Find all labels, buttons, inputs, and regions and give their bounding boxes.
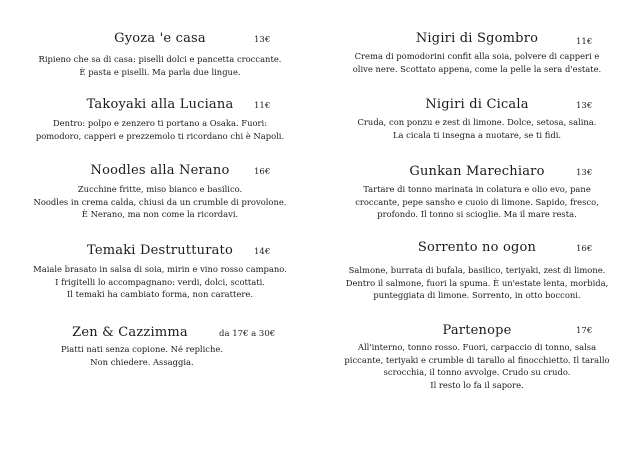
dish-price: 13€ bbox=[254, 35, 271, 45]
dish-name: Zen & Cazzimma bbox=[72, 325, 188, 340]
description-line: La cicala ti insegna a nuotare, se ti fidi. bbox=[392, 129, 562, 140]
description-line: croccante, pepe sansho e cuoio di limone. Sapido, fresco, bbox=[355, 196, 599, 207]
description-line: pomodoro, capperi e prezzemolo ti ricordano chi è Napoli. bbox=[35, 130, 285, 141]
dish-description bbox=[0, 343, 302, 368]
description-line: Noodles in crema calda, chiusi da un crumble di provolone. bbox=[33, 196, 287, 207]
dish-price: 13€ bbox=[576, 101, 593, 111]
description-line: All'interno, tonno rosso. Fuori, carpaccio di tonno, salsa bbox=[357, 342, 597, 352]
dish-description bbox=[317, 264, 637, 302]
description-line: Piatti nati senza copione. Né repliche. bbox=[60, 344, 223, 354]
description-line: Maiale brasato in salsa di soia, mirin e vino rosso campano. bbox=[33, 264, 287, 274]
dish-name: Sorrento no ogon bbox=[417, 240, 537, 255]
dish-name: Partenope bbox=[442, 323, 512, 338]
description-line: olive nere. Scottato appena, come la pelle la sera d'estate. bbox=[352, 63, 602, 74]
dish-price: da 17€ a 30€ bbox=[219, 329, 276, 339]
description-line: Tartare di tonno marinata in colatura e olio evo, pane bbox=[363, 184, 591, 194]
dish-price: 14€ bbox=[254, 247, 271, 257]
dish-name: Noodles alla Nerano bbox=[90, 163, 230, 178]
dish-description bbox=[317, 183, 637, 221]
dish-name: Gunkan Marechiaro bbox=[409, 164, 545, 179]
description-line: Zucchine fritte, miso bianco e basilico. bbox=[77, 184, 243, 194]
dish-price: 13€ bbox=[576, 168, 593, 178]
dish-description bbox=[0, 117, 320, 142]
description-line: Crema di pomodorini confit alla soia, polvere di capperi e bbox=[354, 51, 600, 61]
dish-name: Gyoza 'e casa bbox=[114, 31, 206, 46]
description-line: Cruda, con ponzu e zest di limone. Dolce, setosa, salina. bbox=[357, 117, 597, 127]
dish-price: 11€ bbox=[254, 101, 271, 111]
dish-description bbox=[317, 50, 637, 75]
description-line: profondo. Il tonno si scioglie. Ma il mare resta. bbox=[377, 209, 577, 220]
description-line: punteggiata di limone. Sorrento, in otto bocconi. bbox=[373, 290, 581, 301]
description-line: Non chiedere. Assaggia. bbox=[90, 356, 194, 367]
dish-name: Temaki Destrutturato bbox=[86, 243, 234, 258]
description-line: È Nerano, ma non come la ricordavi. bbox=[81, 209, 239, 220]
dish-description bbox=[317, 341, 637, 392]
description-line: scrocchia, il tonno avvolge. Crudo su crudo. bbox=[383, 367, 571, 378]
dish-price: 16€ bbox=[254, 167, 271, 177]
dish-price: 17€ bbox=[576, 326, 593, 336]
description-line: piccante, teriyaki e crumble di tarallo al finocchietto. Il tarallo bbox=[344, 354, 610, 365]
dish-name: Nigiri di Sgombro bbox=[415, 31, 539, 46]
description-line: Dentro: polpo e zenzero ti portano a Osaka. Fuori: bbox=[52, 118, 268, 128]
dish-name: Takoyaki alla Luciana bbox=[86, 97, 234, 112]
description-line: Dentro il salmone, fuori la spuma. È un'estate lenta, morbida, bbox=[345, 277, 609, 288]
description-line: Il temaki ha cambiato forma, non carattere. bbox=[67, 289, 253, 300]
dish-description bbox=[0, 53, 320, 78]
dish-description bbox=[317, 116, 637, 141]
dish-price: 11€ bbox=[576, 37, 593, 47]
description-line: Ripieno che sa di casa: piselli dolci e pancetta croccante. bbox=[38, 54, 282, 64]
dish-price: 16€ bbox=[576, 244, 593, 254]
description-line: È pasta e piselli. Ma parla due lingue. bbox=[79, 66, 241, 77]
dish-description bbox=[0, 263, 320, 301]
description-line: Il resto lo fa il sapore. bbox=[430, 380, 524, 391]
dish-description bbox=[0, 183, 320, 221]
description-line: Salmone, burrata di bufala, basilico, teriyaki, zest di limone. bbox=[348, 265, 606, 275]
dish-name: Nigiri di Cicala bbox=[425, 97, 529, 112]
description-line: I frigitelli lo accompagnano: verdi, dolci, scottati. bbox=[55, 276, 265, 287]
